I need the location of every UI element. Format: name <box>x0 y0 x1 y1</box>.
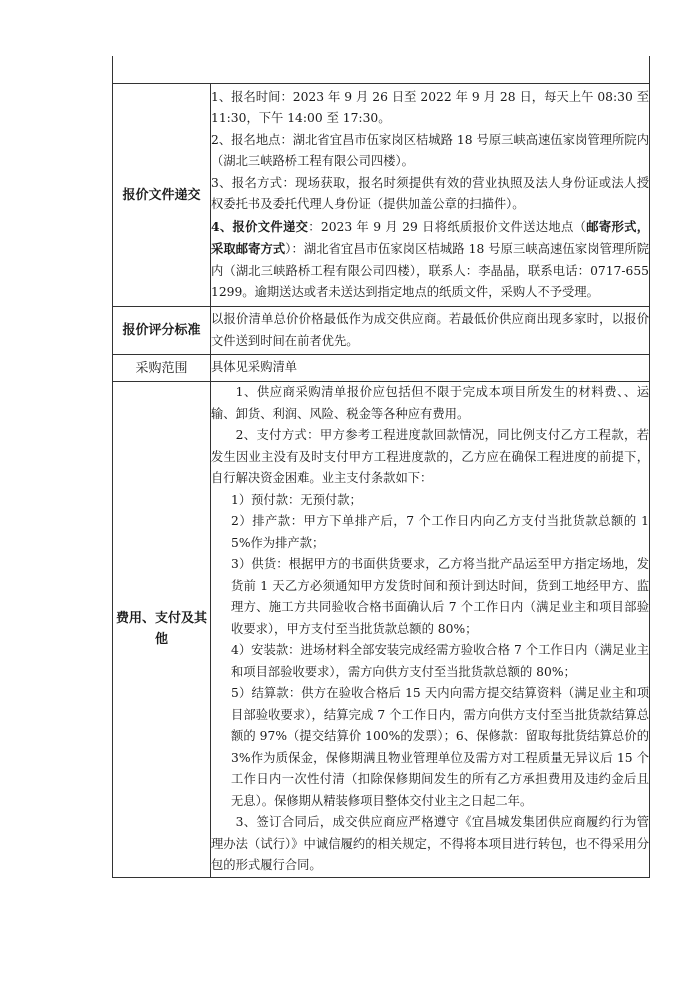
table-row <box>113 307 650 355</box>
fees-clause-2: 2、支付方式：甲方参考工程进度款回款情况，同比例支付乙方工程款，若发生因业主没有及时支付甲方工程进度款的，乙方应在确保工程进度的前提下，自行解决资金困难。业主支付条款如下： <box>211 428 649 485</box>
evaluation-content: 以报价清单总价价格最低作为成交供应商。若最低价供应商出现多家时，以报价文件送到时间在前者优先。 <box>211 307 650 355</box>
production-term: 2）排产款：甲方下单排产后，7 个工作日内向乙方支付当批货款总额的 15%作为排产款； <box>231 514 649 550</box>
evaluation-label: 报价评分标准 <box>113 307 211 355</box>
scope-content: 具体见采购清单 <box>211 355 650 382</box>
settlement-term: 5）结算款：供方在验收合格后 15 天内向需方提交结算资料（满足业主和项目部验收要求），结算完成 7 个工作日内，需方向供方支付至当批货款结算总额的 97%（提交结算价 100%的发票）；6、保修款：留取每批货结算总价的 3%作为质保金，保修期满且物业管理单位及需方对工程质量无异议后 15 个工作日内一次性付清（扣除保修期间发生的所有乙方承担费用及违约金后且无息）。保修期从精装修项目整体交付业主之日起二年。 <box>231 686 649 808</box>
submission-label: 报价文件递交 <box>113 84 211 307</box>
prepayment-term: 1）预付款：无预付款； <box>231 492 362 507</box>
fees-clause-1: 1、供应商采购清单报价应包括但不限于完成本项目所发生的材料费、、运输、卸货、利润、风险、税金等各种应有费用。 <box>211 385 649 421</box>
submission-content <box>211 84 650 307</box>
registration-time: 1、报名时间：2023 年 9 月 26 日至 2022 年 9 月 28 日，每天上午 08:30 至 11:30，下午 14:00 至 17:30。 <box>211 89 649 125</box>
submission-text-2: ）：湖北省宜昌市伍家岗区桔城路 18 号原三峡高速伍家岗管理所院内（湖北三峡路桥工程有限公司四楼），联系人：李晶晶，联系电话：0717-6551299。逾期送达或者未送达到指定地点的纸质文件，采购人不予受理。 <box>211 242 649 299</box>
table-row <box>113 382 650 878</box>
submission-lead: 4、报价文件递交 <box>211 218 309 234</box>
submission-text-1: ：2023 年 9 月 29 日将纸质报价文件送达地点（ <box>308 219 587 234</box>
fees-label: 费用、支付及其他 <box>113 382 211 878</box>
registration-method: 3、报名方式：现场获取，报名时须提供有效的营业执照及法人身份证或法人授权委托书及委托代理人身份证（提供加盖公章的扫描件）。 <box>211 175 649 211</box>
mail-method: 邮寄形式，采取邮寄方式 <box>211 218 649 256</box>
table-row <box>113 84 650 307</box>
table-top-continuation <box>112 56 650 84</box>
table-row <box>113 355 650 382</box>
scope-label: 采购范围 <box>113 355 211 382</box>
delivery-term: 3）供货：根据甲方的书面供货要求，乙方将当批产品运至甲方指定场地，发货前 1 天乙方必须通知甲方发货时间和预计到达时间，货到工地经甲方、监理方、施工方共同验收合格书面确认后 7 个工作日内（满足业主和项目部验收要求），甲方支付至当批货款总额的 80%； <box>231 557 649 636</box>
fees-content <box>211 382 650 878</box>
installation-term: 4）安装款：进场材料全部安装完成经需方验收合格 7 个工作日内（满足业主和项目部验收要求），需方向供方支付至当批货款总额的 80%； <box>231 643 649 679</box>
procurement-terms-table <box>112 83 650 878</box>
submission-details <box>211 216 649 304</box>
registration-location: 2、报名地点：湖北省宜昌市伍家岗区桔城路 18 号原三峡高速伍家岗管理所院内（湖北三峡路桥工程有限公司四楼）。 <box>211 132 649 168</box>
fees-clause-3: 3、签订合同后，成交供应商应严格遵守《宜昌城发集团供应商履约行为管理办法（试行）》中诚信履约的相关规定，不得将本项目进行转包，也不得采用分包的形式履行合同。 <box>211 815 649 872</box>
